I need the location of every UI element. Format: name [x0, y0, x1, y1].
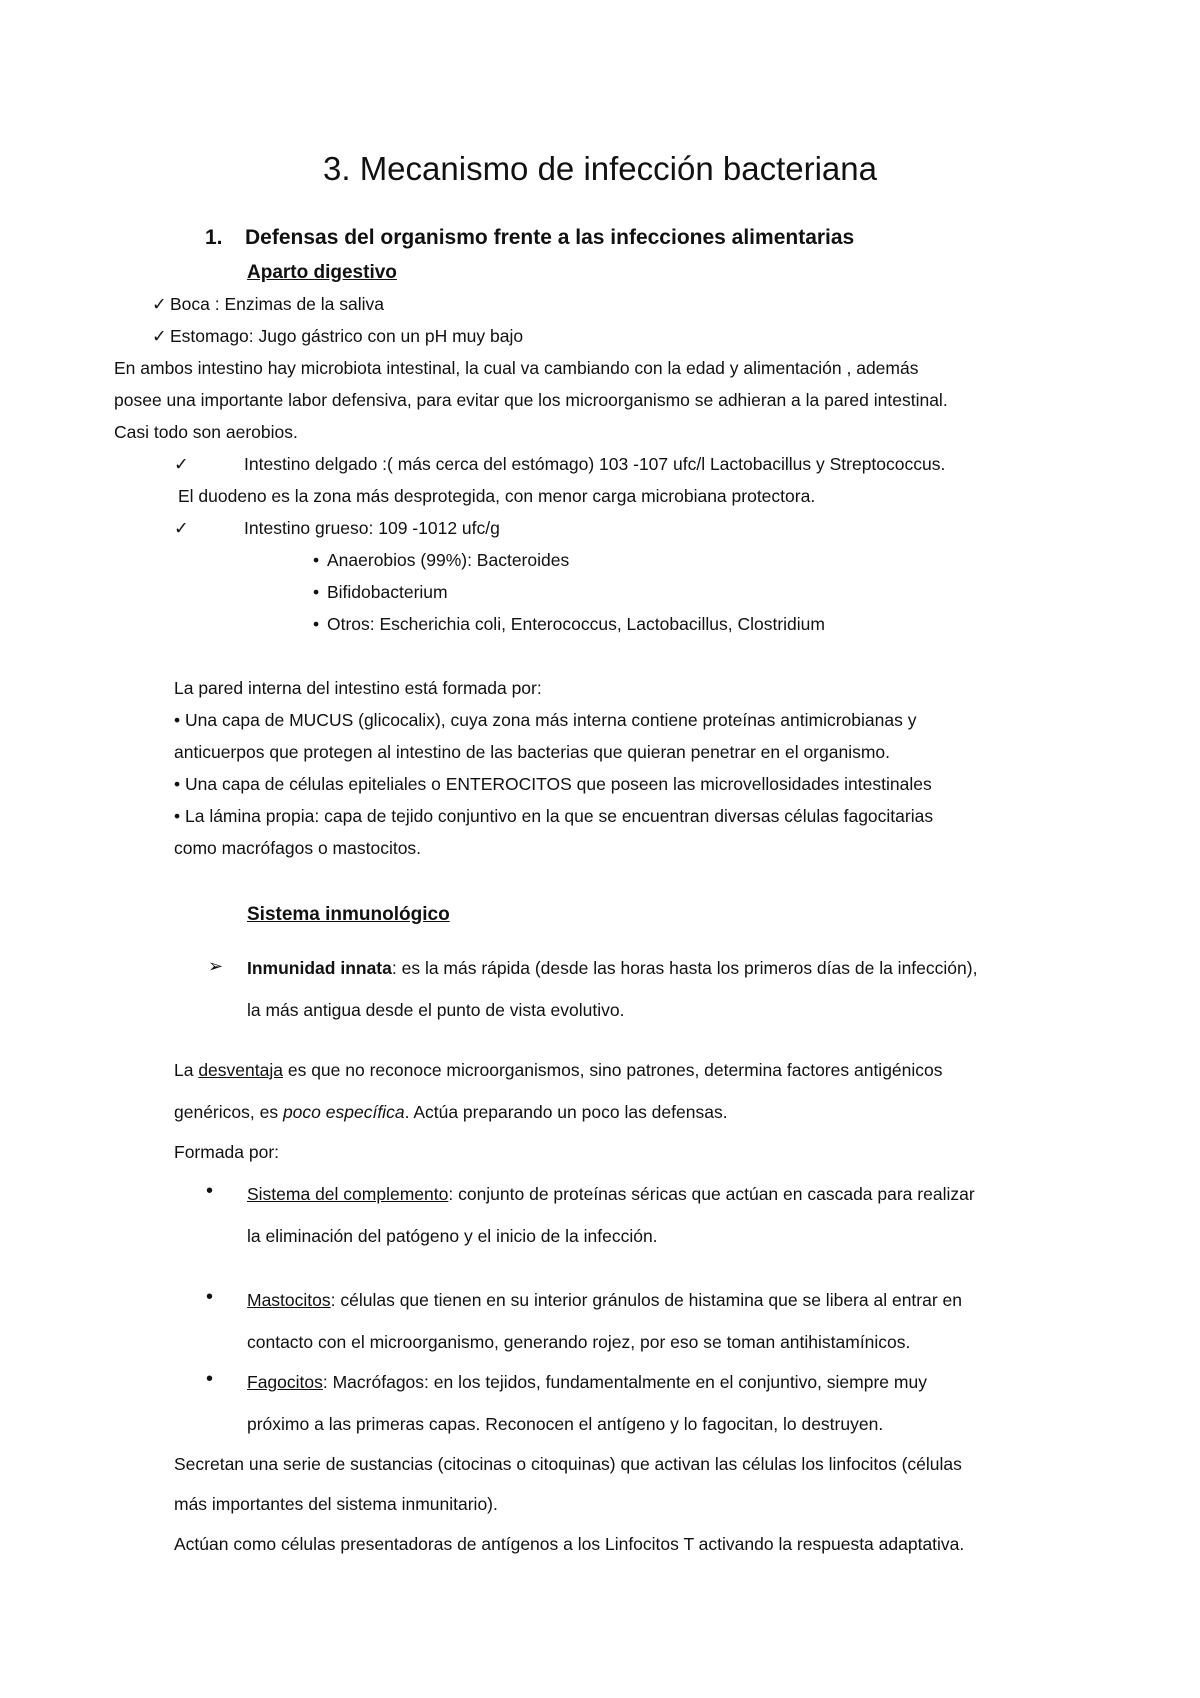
subheading-sistema-inmunologico: Sistema inmunológico: [247, 904, 450, 925]
check-item-estomago: [152, 326, 523, 347]
item-text: Estomago: Jugo gástrico con un pH muy bajo: [170, 326, 524, 346]
section-heading-text: Defensas del organismo frente a las infecciones alimentarias: [245, 226, 855, 249]
bullet-icon: •: [313, 582, 320, 602]
bullet-icon: •: [206, 1180, 214, 1202]
item-text: Intestino delgado :( más cerca del estómago) 103 -107 ufc/l Lactobacillus y Streptococcus.: [244, 454, 946, 474]
check-icon: ✓: [174, 454, 189, 474]
check-icon: ✓: [152, 294, 167, 314]
secretan-line: más importantes del sistema inmunitario).: [174, 1494, 498, 1514]
subheading-aparato-digestivo: Aparto digestivo: [247, 262, 397, 283]
check-item-intestino-grueso: [174, 518, 500, 539]
bullet-icon: •: [313, 614, 320, 634]
term: Fagocitos: [247, 1372, 323, 1392]
innata-line: [247, 958, 977, 979]
bullet-icon: •: [313, 550, 320, 570]
innata-text: : es la más rápida (desde las horas hasta los primeros días de la infección),: [391, 958, 978, 978]
formada-por: Formada por:: [174, 1142, 280, 1162]
check-icon: ✓: [174, 518, 189, 538]
section-number: 1.: [205, 226, 223, 249]
poco-especifica: poco específica: [282, 1102, 405, 1122]
term: Mastocitos: [247, 1290, 331, 1310]
item-text: Intestino grueso: 109 -1012 ufc/g: [244, 518, 500, 538]
list-item-continuation: contacto con el microorganismo, generando rojez, por eso se toman antihistamínicos.: [247, 1332, 911, 1352]
desventaja-word: desventaja: [198, 1060, 283, 1080]
pared-line: • Una capa de células epiteliales o ENTEROCITOS que poseen las microvellosidades intestinales: [174, 774, 932, 794]
text-fragment: La: [174, 1060, 199, 1080]
check-item-intestino-delgado: [174, 454, 945, 475]
list-item-text: Bifidobacterium: [327, 582, 448, 602]
list-item: [313, 582, 448, 603]
definition: : Macrófagos: en los tejidos, fundamentalmente en el conjuntivo, siempre muy: [322, 1372, 927, 1392]
genericos-line: [174, 1102, 728, 1123]
check-item-boca: [152, 294, 384, 315]
list-item-text: Anaerobios (99%): Bacteroides: [327, 550, 570, 570]
paragraph-line: En ambos intestino hay microbiota intestinal, la cual va cambiando con la edad y alimentación , además: [114, 358, 919, 378]
list-item-complemento: [247, 1184, 975, 1205]
definition: : conjunto de proteínas séricas que actúan en cascada para realizar: [448, 1184, 975, 1204]
list-item: [313, 614, 825, 635]
check-icon: ✓: [152, 326, 167, 346]
list-item: [313, 550, 569, 571]
list-item-continuation: la eliminación del patógeno y el inicio de la infección.: [247, 1226, 658, 1246]
term: Sistema del complemento: [247, 1184, 449, 1204]
text-fragment: genéricos, es: [174, 1102, 283, 1122]
innata-label: Inmunidad innata: [247, 958, 392, 978]
bullet-icon: •: [206, 1368, 214, 1390]
list-item-fagocitos: [247, 1372, 927, 1393]
pared-line: • La lámina propia: capa de tejido conjuntivo en la que se encuentran diversas células fagocitarias: [174, 806, 934, 826]
document-title: 3. Mecanismo de infección bacteriana: [323, 150, 877, 187]
desventaja-line: [174, 1060, 943, 1081]
list-item-continuation: próximo a las primeras capas. Reconocen el antígeno y lo fagocitan, lo destruyen.: [247, 1414, 884, 1434]
item-text: Boca : Enzimas de la saliva: [170, 294, 384, 314]
definition: : células que tienen en su interior gránulos de histamina que se libera al entrar en: [330, 1290, 962, 1310]
paragraph-line: Casi todo son aerobios.: [114, 422, 298, 442]
pared-intro: La pared interna del intestino está formada por:: [174, 678, 542, 698]
pared-line: como macrófagos o mastocitos.: [174, 838, 422, 858]
bullet-icon: •: [206, 1286, 214, 1308]
secretan-line: Secretan una serie de sustancias (citocinas o citoquinas) que activan las células los linfocitos (células: [174, 1454, 962, 1474]
section-heading: [205, 226, 854, 250]
pared-line: anticuerpos que protegen al intestino de las bacterias que quieran penetrar en el organismo.: [174, 742, 891, 762]
duodeno-line: El duodeno es la zona más desprotegida, con menor carga microbiana protectora.: [178, 486, 816, 506]
arrow-icon: ➢: [208, 956, 224, 976]
list-item-text: Otros: Escherichia coli, Enterococcus, Lactobacillus, Clostridium: [327, 614, 825, 634]
list-item-mastocitos: [247, 1290, 962, 1311]
text-fragment: es que no reconoce microorganismos, sino patrones, determina factores antigénicos: [282, 1060, 943, 1080]
actuan-line: Actúan como células presentadoras de antígenos a los Linfocitos T activando la respuesta adaptativa.: [174, 1534, 965, 1554]
pared-line: • Una capa de MUCUS (glicocalix), cuya zona más interna contiene proteínas antimicrobianas y: [174, 710, 917, 730]
paragraph-line: posee una importante labor defensiva, para evitar que los microorganismo se adhieran a la pared intestinal.: [114, 390, 948, 410]
innata-line-2: la más antigua desde el punto de vista evolutivo.: [247, 1000, 625, 1020]
text-fragment: . Actúa preparando un poco las defensas.: [404, 1102, 728, 1122]
